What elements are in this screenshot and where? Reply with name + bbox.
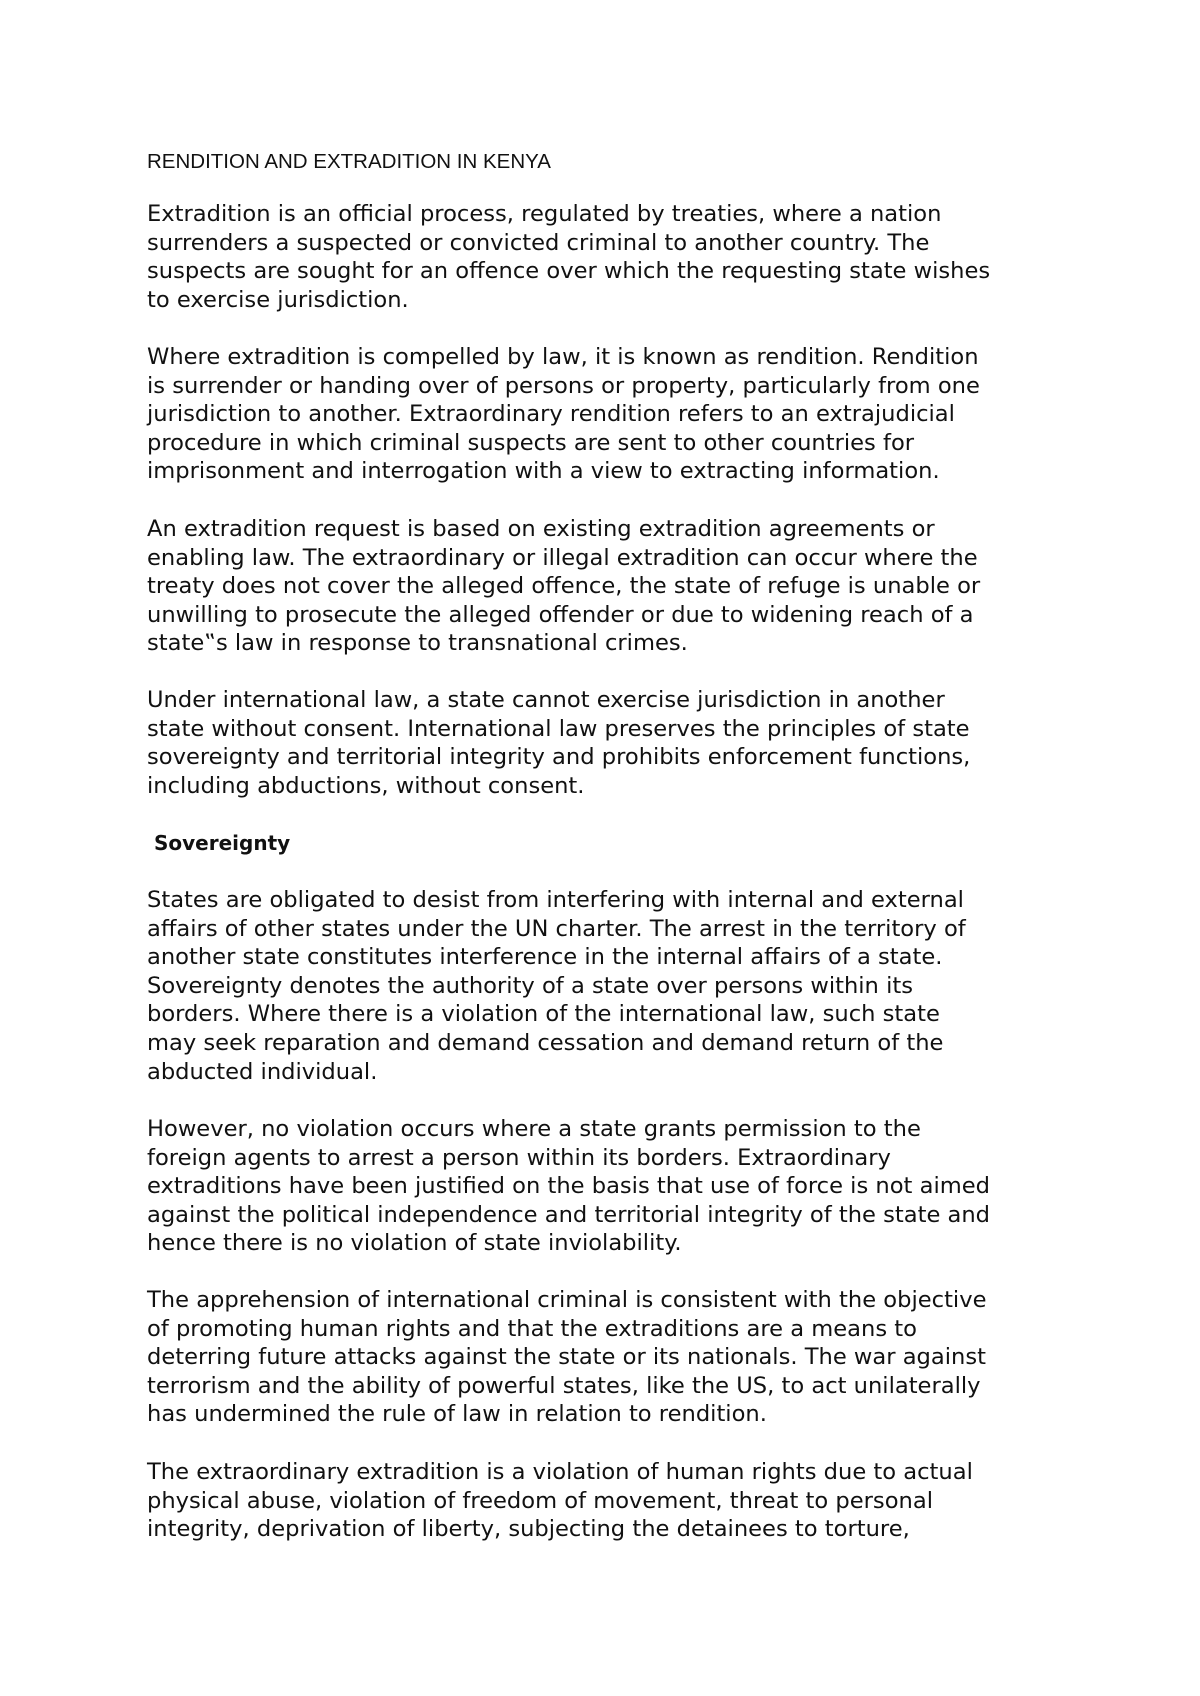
text-line: terrorism and the ability of powerful states, like the US, to act unilaterally (147, 1372, 981, 1399)
text-line: is surrender or handing over of persons or property, particularly from one (147, 372, 980, 399)
text-line: jurisdiction to another. Extraordinary rendition refers to an extrajudicial (147, 401, 955, 428)
text-line: Extradition is an official process, regulated by treaties, where a nation (147, 201, 942, 227)
text-line: procedure in which criminal suspects are sent to other countries for (147, 429, 915, 456)
text-line: unwilling to prosecute the alleged offender or due to widening reach of a (147, 601, 974, 628)
text-line: physical abuse, violation of freedom of movement, threat to personal (147, 1487, 933, 1514)
paragraph-rendition-definition (147, 343, 1067, 486)
text-line: state without consent. International law preserves the principles of state (147, 715, 970, 742)
text-line: to exercise jurisdiction. (147, 286, 409, 313)
text-line: suspects are sought for an offence over which the requesting state wishes (147, 258, 991, 285)
paragraph-human-rights-violation (147, 1458, 1067, 1544)
paragraph-sovereignty-obligations (147, 886, 1067, 1086)
paragraph-no-violation (147, 1115, 1067, 1258)
text-line: of promoting human rights and that the extraditions are a means to (147, 1315, 917, 1342)
text-line: Where extradition is compelled by law, it is known as rendition. Rendition (147, 344, 979, 370)
text-line: foreign agents to arrest a person within its borders. Extraordinary (147, 1144, 891, 1171)
text-line: deterring future attacks against the state or its nationals. The war against (147, 1344, 986, 1371)
text-line: States are obligated to desist from interfering with internal and external (147, 887, 964, 913)
text-line: enabling law. The extraordinary or illegal extradition can occur where the (147, 544, 978, 571)
text-line: against the political independence and territorial integrity of the state and (147, 1201, 991, 1228)
paragraph-international-law (147, 686, 1067, 800)
paragraph-extradition-request (147, 515, 1067, 658)
text-line: borders. Where there is a violation of the international law, such state (147, 1001, 940, 1028)
text-line: Sovereignty denotes the authority of a state over persons within its (147, 972, 913, 999)
text-line: abducted individual. (147, 1058, 378, 1085)
text-line: Under international law, a state cannot exercise jurisdiction in another (147, 687, 945, 713)
paragraph-extradition-definition (147, 200, 1067, 314)
text-line: hence there is no violation of state inviolability. (147, 1230, 682, 1257)
text-line: has undermined the rule of law in relation to rendition. (147, 1401, 767, 1428)
text-line: sovereignty and territorial integrity and prohibits enforcement functions, (147, 744, 971, 771)
text-line: state‟s law in response to transnational crimes. (147, 630, 688, 657)
text-line: affairs of other states under the UN charter. The arrest in the territory of (147, 915, 966, 942)
text-line: surrenders a suspected or convicted criminal to another country. The (147, 229, 930, 256)
text-line: imprisonment and interrogation with a view to extracting information. (147, 458, 940, 485)
text-line: The apprehension of international criminal is consistent with the objective (147, 1287, 987, 1313)
section-heading-sovereignty: Sovereignty (154, 831, 291, 855)
paragraph-apprehension (147, 1286, 1067, 1429)
text-line: may seek reparation and demand cessation and demand return of the (147, 1029, 944, 1056)
text-line: another state constitutes interference in the internal affairs of a state. (147, 944, 943, 971)
text-line: The extraordinary extradition is a violation of human rights due to actual (147, 1459, 973, 1485)
text-line: extraditions have been justified on the basis that use of force is not aimed (147, 1173, 990, 1200)
text-line: treaty does not cover the alleged offence, the state of refuge is unable or (147, 573, 981, 600)
text-line: including abductions, without consent. (147, 772, 585, 799)
text-line: integrity, deprivation of liberty, subjecting the detainees to torture, (147, 1516, 910, 1543)
text-line: However, no violation occurs where a state grants permission to the (147, 1116, 921, 1142)
document-title: RENDITION AND EXTRADITION IN KENYA (147, 150, 551, 173)
text-line: An extradition request is based on existing extradition agreements or (147, 516, 935, 542)
